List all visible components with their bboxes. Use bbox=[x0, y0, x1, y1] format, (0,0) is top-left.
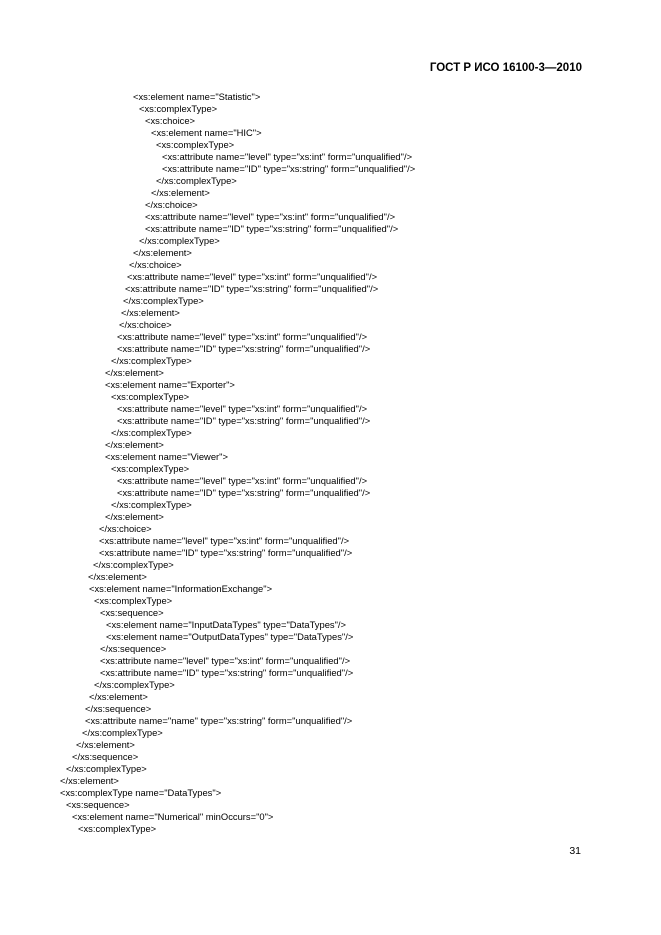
code-line: <xs:attribute name="level" type="xs:int" form="unqualified"/> bbox=[145, 211, 396, 222]
code-line: <xs:attribute name="ID" type="xs:string" form="unqualified"/> bbox=[117, 415, 371, 426]
code-line: <xs:attribute name="level" type="xs:int" form="unqualified"/> bbox=[162, 151, 413, 162]
code-line: </xs:complexType> bbox=[123, 295, 204, 306]
code-line: <xs:element name="HIC"> bbox=[151, 127, 262, 138]
code-line: </xs:complexType> bbox=[93, 559, 174, 570]
code-line: <xs:attribute name="level" type="xs:int" form="unqualified"/> bbox=[127, 271, 378, 282]
code-line: <xs:element name="InputDataTypes" type="DataTypes"/> bbox=[106, 619, 347, 630]
code-line: <xs:sequence> bbox=[66, 799, 130, 810]
code-line: <xs:attribute name="name" type="xs:string" form="unqualified"/> bbox=[85, 715, 353, 726]
code-line: </xs:sequence> bbox=[85, 703, 152, 714]
code-line: <xs:complexType> bbox=[111, 391, 190, 402]
code-line: </xs:element> bbox=[121, 307, 180, 318]
code-line: </xs:complexType> bbox=[66, 763, 147, 774]
page-number: 31 bbox=[569, 845, 581, 857]
code-line: <xs:element name="InformationExchange"> bbox=[89, 583, 273, 594]
code-line: </xs:element> bbox=[76, 739, 135, 750]
code-line: <xs:attribute name="level" type="xs:int" form="unqualified"/> bbox=[99, 535, 350, 546]
code-line: <xs:attribute name="ID" type="xs:string" form="unqualified"/> bbox=[145, 223, 399, 234]
code-line: <xs:attribute name="ID" type="xs:string" form="unqualified"/> bbox=[100, 667, 354, 678]
code-line: <xs:attribute name="ID" type="xs:string" form="unqualified"/> bbox=[117, 487, 371, 498]
code-line: <xs:attribute name="level" type="xs:int" form="unqualified"/> bbox=[117, 331, 368, 342]
code-line: </xs:complexType> bbox=[139, 235, 220, 246]
code-line: <xs:element name="OutputDataTypes" type="DataTypes"/> bbox=[106, 631, 354, 642]
code-line: <xs:complexType> bbox=[94, 595, 173, 606]
code-line: </xs:choice> bbox=[119, 319, 172, 330]
code-line: <xs:element name="Viewer"> bbox=[105, 451, 228, 462]
code-line: </xs:sequence> bbox=[72, 751, 139, 762]
code-line: </xs:complexType> bbox=[156, 175, 237, 186]
code-line: <xs:complexType> bbox=[156, 139, 235, 150]
code-line: </xs:sequence> bbox=[100, 643, 167, 654]
code-line: <xs:attribute name="ID" type="xs:string" form="unqualified"/> bbox=[162, 163, 416, 174]
code-line: <xs:complexType> bbox=[78, 823, 157, 834]
code-line: <xs:complexType name="DataTypes"> bbox=[60, 787, 222, 798]
code-line: </xs:element> bbox=[105, 439, 164, 450]
code-line: </xs:complexType> bbox=[82, 727, 163, 738]
code-line: <xs:choice> bbox=[145, 115, 196, 126]
code-line: </xs:element> bbox=[89, 691, 148, 702]
code-line: </xs:choice> bbox=[99, 523, 152, 534]
code-line: <xs:element name="Statistic"> bbox=[133, 91, 261, 102]
code-line: </xs:element> bbox=[105, 511, 164, 522]
code-line: </xs:choice> bbox=[129, 259, 182, 270]
code-line: </xs:complexType> bbox=[94, 679, 175, 690]
code-line: </xs:complexType> bbox=[111, 355, 192, 366]
code-line: <xs:complexType> bbox=[139, 103, 218, 114]
code-line: </xs:complexType> bbox=[111, 499, 192, 510]
code-line: <xs:attribute name="ID" type="xs:string" form="unqualified"/> bbox=[117, 343, 371, 354]
code-line: <xs:sequence> bbox=[100, 607, 164, 618]
code-line: </xs:element> bbox=[151, 187, 210, 198]
code-line: <xs:complexType> bbox=[111, 463, 190, 474]
code-line: <xs:attribute name="ID" type="xs:string" form="unqualified"/> bbox=[99, 547, 353, 558]
code-line: <xs:attribute name="level" type="xs:int" form="unqualified"/> bbox=[117, 403, 368, 414]
code-line: </xs:complexType> bbox=[111, 427, 192, 438]
document-header: ГОСТ Р ИСО 16100-3—2010 bbox=[429, 62, 582, 74]
code-line: <xs:attribute name="level" type="xs:int" form="unqualified"/> bbox=[100, 655, 351, 666]
code-line: <xs:attribute name="level" type="xs:int" form="unqualified"/> bbox=[117, 475, 368, 486]
code-line: </xs:choice> bbox=[145, 199, 198, 210]
code-line: <xs:element name="Exporter"> bbox=[105, 379, 235, 390]
code-line: </xs:element> bbox=[105, 367, 164, 378]
code-line: <xs:element name="Numerical" minOccurs="0"> bbox=[72, 811, 274, 822]
code-line: </xs:element> bbox=[133, 247, 192, 258]
code-line: </xs:element> bbox=[60, 775, 119, 786]
code-line: </xs:element> bbox=[88, 571, 147, 582]
code-line: <xs:attribute name="ID" type="xs:string" form="unqualified"/> bbox=[125, 283, 379, 294]
